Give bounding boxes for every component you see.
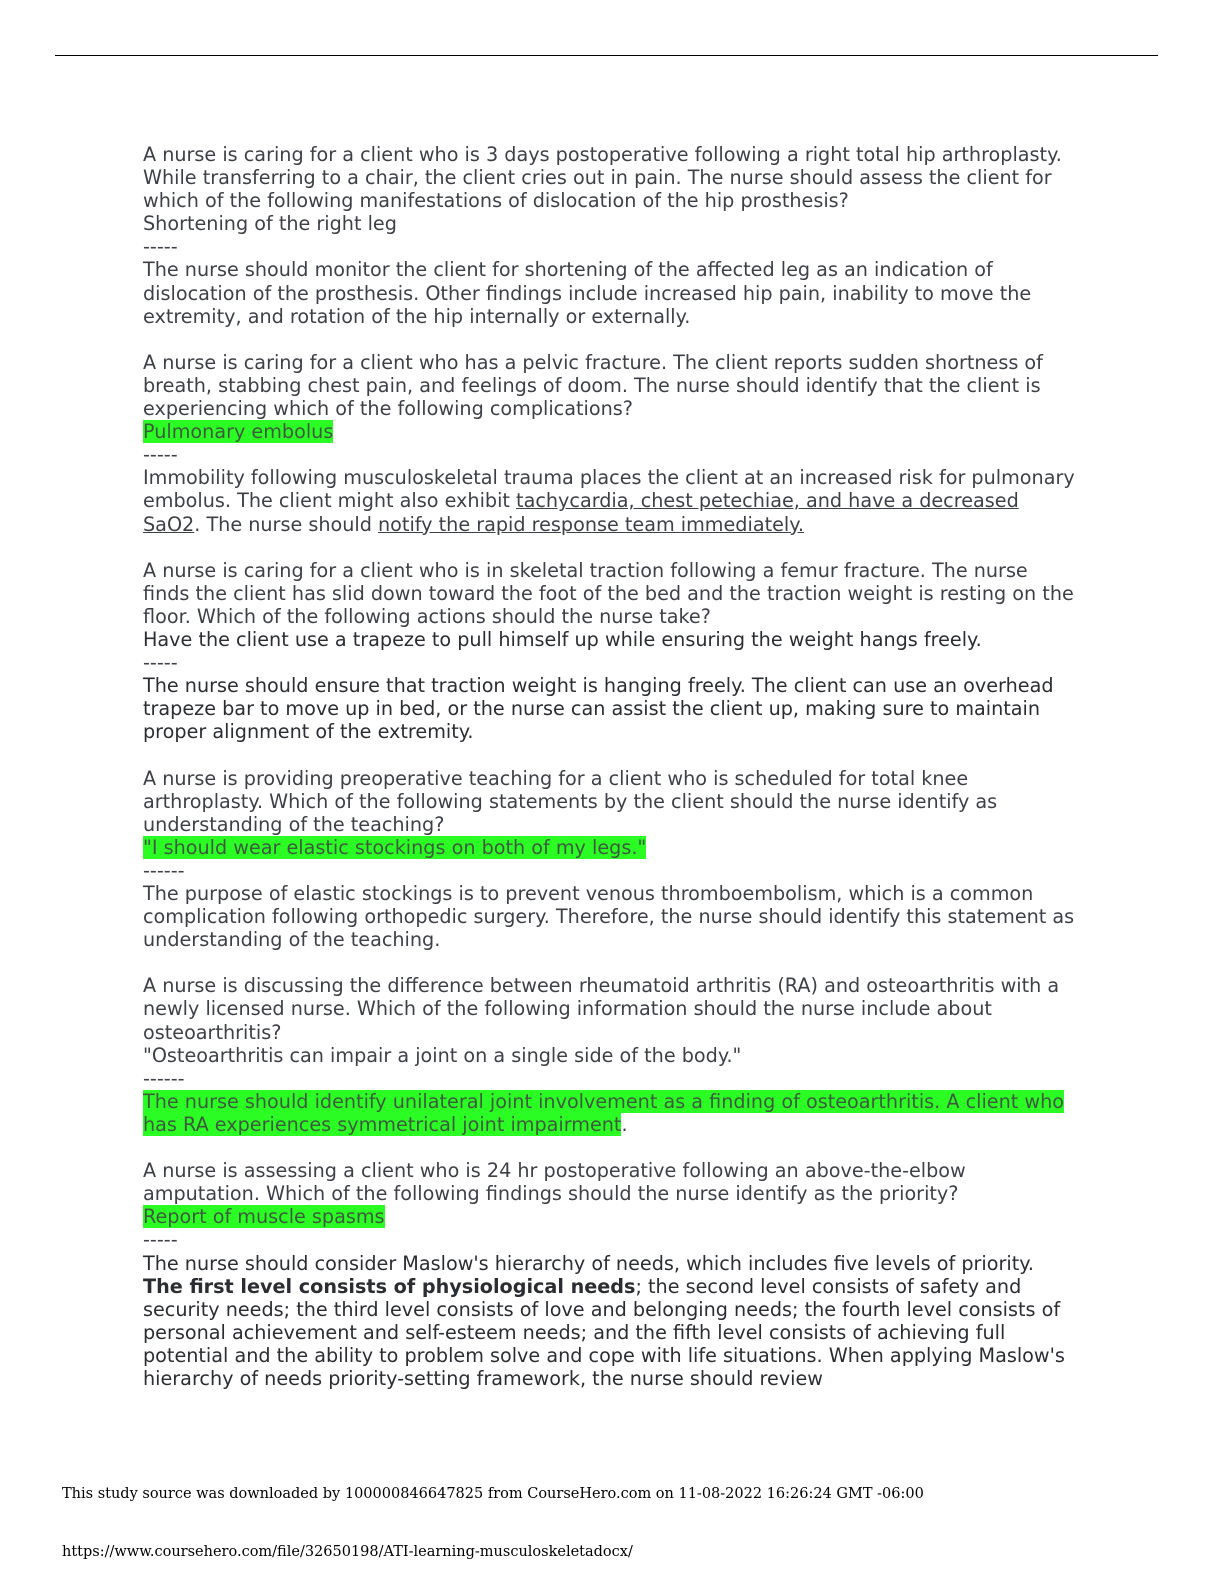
rationale-text: The nurse should ensure that traction weight is hanging freely. The client can use an overhead trapeze bar to move up in bed, or the nurse can assist the client up, making sure to maintain proper alignment of the extremity.: [143, 674, 1054, 744]
separator: -----: [143, 651, 178, 675]
underlined-text: tachycardia, chest petechiae, and have a decreased SaO2: [143, 489, 1019, 536]
document-body: [143, 143, 1078, 1390]
answer-text: Have the client use a trapeze to pull himself up while ensuring the weight hangs freely.: [143, 627, 982, 651]
separator: ------: [143, 1066, 185, 1090]
question-block-5: [143, 974, 1078, 1136]
question-block-2: [143, 351, 1078, 536]
highlighted-answer: Report of muscle spasms: [143, 1205, 385, 1229]
question-block-1: [143, 143, 1078, 328]
rationale-text: The purpose of elastic stockings is to prevent venous thromboembolism, which is a common complication following orthopedic surgery. Therefore, the nurse should identify this statement as understanding of the teaching.: [143, 882, 1075, 952]
question-block-3: [143, 559, 1078, 744]
question-text: A nurse is caring for a client who has a pelvic fracture. The client reports sudden shortness of breath, stabbing chest pain, and feelings of doom. The nurse should identify that the client is experiencing which of the following complications?: [143, 350, 1043, 421]
separator: -----: [143, 443, 178, 467]
footer-source-note: This study source was downloaded by 100000846647825 from CourseHero.com on 11-08-2022 16:26:24 GMT -06:00: [62, 1486, 924, 1502]
highlighted-answer: Pulmonary embolus: [143, 420, 334, 444]
footer-url[interactable]: https://www.coursehero.com/file/32650198/ATI-learning-musculoskeletadocx/: [62, 1544, 633, 1560]
rationale-text: The nurse should identify unilateral joint involvement as a finding of osteoarthritis. A client who has RA experiences symmetrical joint impairment.: [143, 1089, 1064, 1136]
separator: ------: [143, 858, 185, 882]
separator: -----: [143, 1228, 178, 1252]
question-text: A nurse is discussing the difference between rheumatoid arthritis (RA) and osteoarthritis with a newly licensed nurse. Which of the following information should the nurse include about osteoarthritis?: [143, 974, 1060, 1044]
question-text: A nurse is caring for a client who is in skeletal traction following a femur fracture. The nurse finds the client has slid down toward the foot of the bed and the traction weight is resting on the floor. Which of the following actions should the nurse take?: [143, 558, 1074, 628]
question-block-6: [143, 1159, 1078, 1390]
question-text: A nurse is providing preoperative teaching for a client who is scheduled for total knee arthroplasty. Which of the following statements by the client should the nurse identify as understanding of the teaching?: [143, 766, 998, 836]
bold-text: The first level consists of physiological needs: [143, 1274, 636, 1298]
answer-text: Shortening of the right leg: [143, 212, 397, 236]
question-text: A nurse is assessing a client who is 24 hr postoperative following an above-the-elbow amputation. Which of the following findings should the nurse identify as the priority?: [143, 1159, 966, 1206]
header-rule: [55, 55, 1158, 56]
underlined-text: notify the rapid response team immediately.: [378, 512, 804, 536]
separator: -----: [143, 235, 178, 259]
rationale-text: The nurse should monitor the client for shortening of the affected leg as an indication of dislocation of the prosthesis. Other findings include increased hip pain, inability to move the extremity, and rotation of the hip internally or externally.: [143, 258, 1032, 328]
rationale-text: The nurse should consider Maslow's hierarchy of needs, which includes five levels of priority. The first level consists of physiological needs; the second level consists of safety and security needs; the third level consists of love and belonging needs; the fourth level consists of personal achievement and self-esteem needs; and the fifth level consists of achieving full potential and the ability to problem solve and cope with life situations. When applying Maslow's hierarchy of needs priority-setting framework, the nurse should review: [143, 1251, 1065, 1390]
highlighted-answer: "I should wear elastic stockings on both of my legs.": [143, 835, 647, 859]
rationale-text: Immobility following musculoskeletal trauma places the client at an increased risk for pulmonary embolus. The client might also exhibit tachycardia, chest petechiae, and have a decreased SaO2. The nurse should notify the rapid response team immediately.: [143, 466, 1075, 536]
answer-text: "Osteoarthritis can impair a joint on a single side of the body.": [143, 1043, 742, 1067]
highlighted-rationale: The nurse should identify unilateral joint involvement as a finding of osteoarthritis. A client who has RA experiences symmetrical joint impairment: [143, 1089, 1064, 1136]
question-block-4: [143, 767, 1078, 952]
question-text: A nurse is caring for a client who is 3 days postoperative following a right total hip arthroplasty. While transferring to a chair, the client cries out in pain. The nurse should assess the client for which of the following manifestations of dislocation of the hip prosthesis?: [143, 143, 1062, 213]
